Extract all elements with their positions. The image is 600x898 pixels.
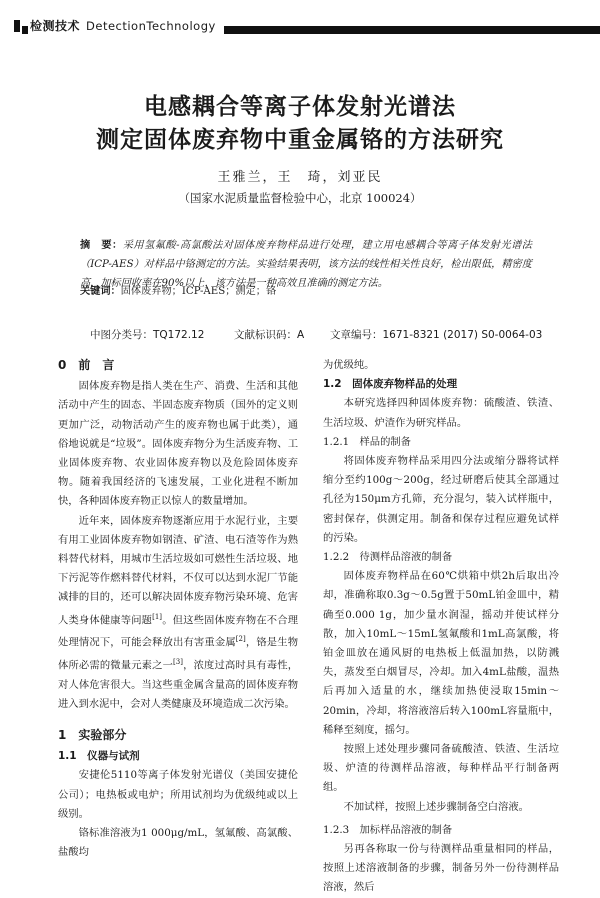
document-code: 文献标识码：A	[234, 329, 305, 341]
section-1-heading: 1 实验部分	[58, 727, 127, 742]
paper-title-line1: 电感耦合等离子体发射光谱法	[144, 94, 456, 120]
paper-title-line2: 测定固体废弃物中重金属铬的方法研究	[96, 127, 504, 153]
left-column	[58, 356, 298, 862]
intro-p2-part-a: 近年来，固体废弃物逐渐应用于水泥行业，主要有用工业固体废弃物如钢渣、矿渣、电石渣等作为熟料替代材料，用城市生活垃圾如可燃性生活垃圾、地下污泥等作燃料替代材料，不仅可以达到水泥厂节能减排的目的，还可以解决固体废弃物污染环境、危害人类身体健康等问题	[58, 514, 298, 627]
right-column	[323, 356, 559, 898]
keywords-text: 固体废弃物；ICP-AES；测定；铬	[120, 286, 277, 297]
intro-p2-part-b: 。但这些固体废弃物在不合理处理情况下，可能会释放出有害重金属	[58, 614, 299, 649]
ref-2: [2]	[235, 635, 246, 644]
authors: 王雅兰，王 琦，刘亚民	[217, 170, 383, 185]
keywords	[80, 282, 532, 297]
parallel-paragraph: 按照上述处理步骤同备硫酸渣、铁渣、生活垃圾、炉渣的待测样品溶液，每种样品平行制备两组。	[323, 743, 559, 794]
keywords-label: 关键词：	[80, 286, 121, 297]
abstract-text: 采用氢氟酸-高氯酸法对固体废弃物样品进行处理，建立用电感耦合等离子体发射光谱法（ICP-AES）对样品中铬测定的方法。实验结果表明，该方法的线性相关性良好，检出限低，精密度高，加标回收率在90%以上，该方法是一种高效且准确的测定方法。	[80, 240, 532, 289]
section-0-heading: 0 前 言	[58, 358, 115, 372]
subsection-1-2-2-heading: 1.2.2 待测样品溶液的制备	[323, 551, 453, 564]
ref-1: [1]	[152, 612, 163, 621]
reagents-paragraph: 铬标准溶液为1 000μg/mL，氢氟酸、高氯酸、盐酸均	[58, 826, 298, 859]
spiked-paragraph: 另再各称取一份与待测样品重量相同的样品，按照上述溶液制备的步骤，制备另外一份待测样品溶液，然后	[323, 843, 559, 894]
clc-number: 中图分类号：TQ172.12	[90, 329, 205, 341]
subsection-1-2-1-heading: 1.2.1 样品的制备	[323, 435, 411, 448]
subsection-1-1-heading: 1.1 仪器与试剂	[58, 750, 140, 763]
ref-3: [3]	[173, 657, 183, 666]
affiliation: （国家水泥质量监督检验中心，北京 100024）	[178, 191, 422, 205]
article-number: 文章编号：1671-8321 (2017) S0-0064-03	[330, 329, 543, 341]
blank-paragraph: 不加试样，按照上述步骤制备空白溶液。	[343, 800, 529, 813]
intro-p2-part-d: ，浓度过高时具有毒性，对人体危害很大。当这些重金属含量高的固体废弃物进入到水泥中，会对人类健康及环境造成二次污染。	[58, 659, 299, 710]
intro-p2-part-c: ，铬是生物体所必需的微量元素之一	[58, 636, 299, 672]
subsection-1-2-3-heading: 1.2.3 加标样品溶液的制备	[323, 823, 453, 836]
abstract-label: 摘 要：	[80, 240, 123, 251]
subsection-1-2-heading: 1.2 固体废弃物样品的处理	[323, 378, 458, 391]
intro-paragraph-2	[58, 512, 298, 714]
instruments-paragraph: 安捷伦5110等离子体发射光谱仪（美国安捷伦公司）；电热板或电炉；所用试剂均为优级纯或以上级别。	[58, 769, 298, 820]
intro-paragraph-1: 固体废弃物是指人类在生产、消费、生活和其他活动中产生的固态、半固态废弃物质（国外的定义则更加广泛，动物活动产生的废弃物也属于此类），通俗地说就是“垃圾”。固体废弃物分为生活废弃物、工业固体废弃物、农业固体废弃物以及危险固体废弃物。随着我国经济的飞速发展，工业化进程不断加快，各种固体废弃物正以惊人的数量增加。	[58, 380, 298, 508]
section-label-cn: 检测技术	[30, 19, 81, 33]
reagents-continued: 为优级纯。	[323, 359, 375, 371]
section-label	[28, 17, 224, 34]
samples-paragraph: 本研究选择四种固体废弃物：硫酸渣、铁渣、生活垃圾、炉渣作为研究样品。	[323, 397, 559, 429]
journal-header	[0, 0, 600, 44]
preparation-paragraph: 将固体废弃物样品采用四分法或缩分器将试样缩分至约100g～200g，经过研磨后使其全部通过孔径为150μm方孔筛，充分混匀，装入试样瓶中，密封保存，供测定用。制备和保存过程应避免试样的污染。	[323, 455, 559, 544]
header-marker	[14, 20, 20, 32]
section-label-en: DetectionTechnology	[86, 19, 216, 33]
solution-paragraph: 固体废弃物样品在60℃烘箱中烘2h后取出冷却，准确称取0.3g～0.5g置于50mL铂金皿中，精确至0.000 1g，加少量水润湿，摇动并使试样分散，加入10mL～15mL氢氟酸和1mL高氯酸，将铂金皿放在通风厨的电热板上低温加热，以防溅失，蒸发至白烟冒尽，冷却。加入4mL盐酸，温热后再加入适量的水，继续加热使浸取15min～20min，冷却，将溶液溶后转入100mL容量瓶中，稀释至刻度，摇匀。	[323, 570, 559, 736]
